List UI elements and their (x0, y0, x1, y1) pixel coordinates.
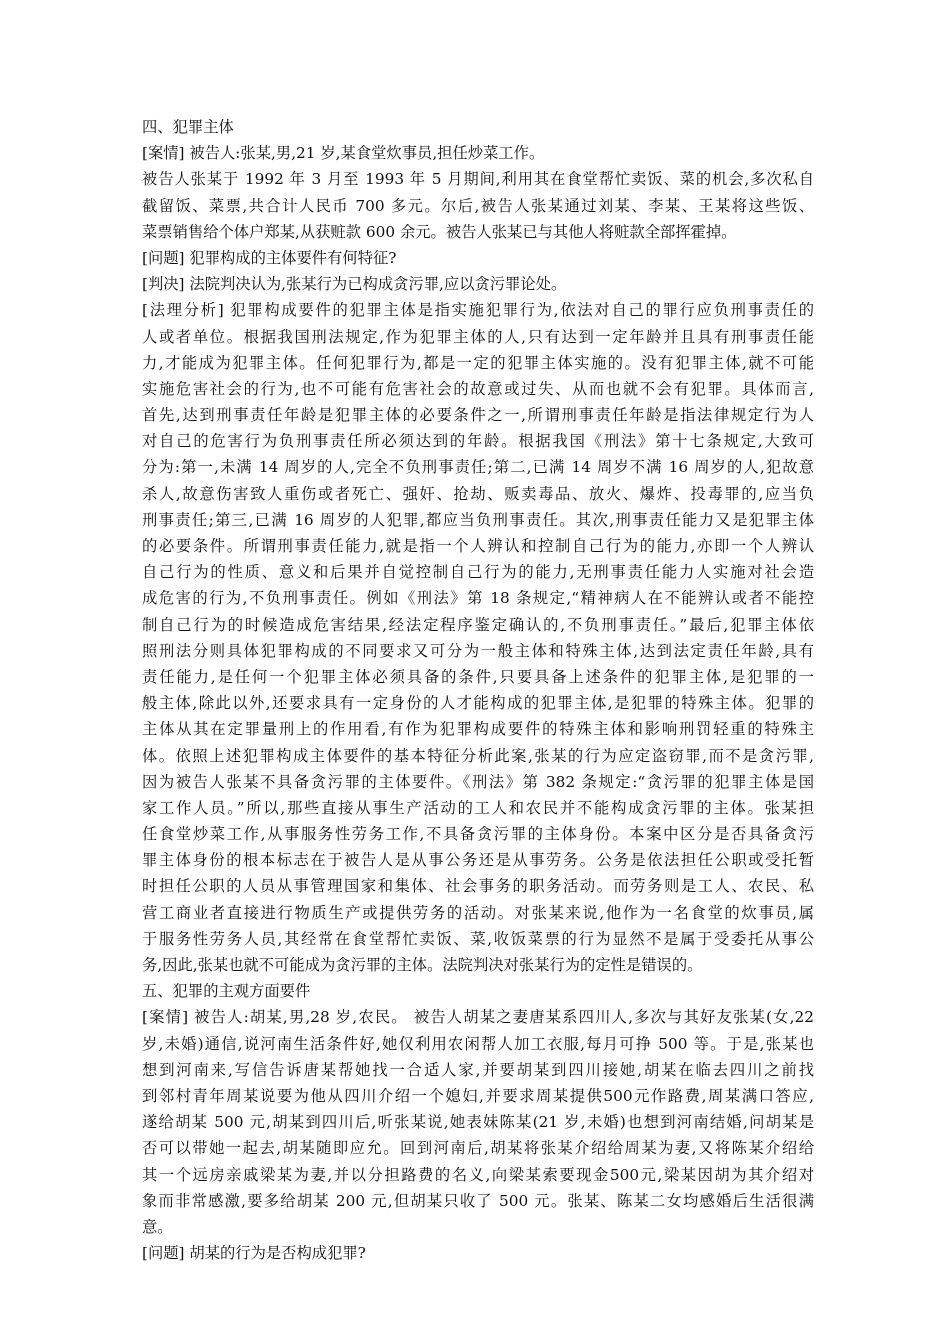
text-line: 罪主体身份的根本标志在于被告人是从事公务还是从事劳务。公务是依法担任公职或受托暂 (142, 851, 814, 870)
text-line: 营工商业者直接进行物质生产或提供劳务的活动。对张某来说,他作为一名食堂的炊事员,属 (142, 903, 814, 922)
text-line: 般主体,除此以外,还要求具有一定身份的人才能构成的犯罪主体,是犯罪的特殊主体。犯罪的 (142, 694, 814, 713)
text-line: 于服务性劳务人员,其经常在食堂帮忙卖饭、菜,收饭菜票的行为显然不是属于受委托从事公 (142, 929, 814, 948)
text-line: 象而非常感激,要多给胡某 200 元,但胡某只收了 500 元。张某、陈某二女均感婚后生活很满 (142, 1191, 814, 1210)
text-line: 实施危害社会的行为,也不可能有危害社会的故意或过失、从而也就不会有犯罪。具体而言, (142, 379, 814, 398)
document-page (142, 114, 814, 1266)
text-line: 对自己的危害行为负刑事责任所必须达到的年龄。根据我国《刑法》第十七条规定,大致可 (142, 432, 814, 451)
text-line: 岁,未婚)通信,说河南生活条件好,她仅利用农闲帮人加工衣服,每月可挣 500 等。于是,张某也 (142, 1034, 814, 1053)
text-line: 制自己行为的时候造成危害结果,经法定程序鉴定确认的,不负刑事责任。”最后,犯罪主体依 (142, 615, 814, 634)
text-line: 因为被告人张某不具备贪污罪的主体要件。《刑法》第 382 条规定:“贪污罪的犯罪主体是国 (142, 772, 814, 791)
text-line: 主体从其在定罪量刑上的作用看,有作为犯罪构成要件的特殊主体和影响刑罚轻重的特殊主 (142, 720, 814, 739)
text-line: 被告人张某于 1992 年 3 月至 1993 年 5 月期间,利用其在食堂帮忙卖饭、菜的机会,多次私自 (142, 170, 814, 189)
text-line: 首先,达到刑事责任年龄是犯罪主体的必要条件之一,所谓刑事责任年龄是指法律规定行为人 (142, 406, 814, 425)
text-line: 务,因此,张某也就不可能成为贪污罪的主体。法院判决对张某行为的定性是错误的。 (142, 956, 703, 974)
text-line: 照刑法分则具体犯罪构成的不同要求又可分为一般主体和特殊主体,达到法定责任年龄,具有 (142, 641, 814, 660)
text-line: 四、犯罪主体 (142, 118, 234, 136)
text-line: [法理分析] 犯罪构成要件的犯罪主体是指实施犯罪行为,依法对自己的罪行应负刑事责任的 (142, 301, 814, 320)
text-line: [问题] 犯罪构成的主体要件有何特征? (142, 248, 397, 267)
text-line: 责任能力,是任何一个犯罪主体必须具备的条件,只要具备上述条件的犯罪主体,是犯罪的一 (142, 667, 814, 686)
text-line: [问题] 胡某的行为是否构成犯罪? (142, 1244, 366, 1263)
text-line: 的必要条件。所谓刑事责任能力,就是指一个人辨认和控制自己行为的能力,亦即一个人辨认 (142, 537, 814, 555)
text-line: 五、犯罪的主观方面要件 (142, 982, 311, 1001)
text-line: 其一个远房亲戚梁某为妻,并以分担路费的名义,向梁某索要现金500元,梁某因胡为其介绍对 (142, 1165, 814, 1184)
text-line: 刑事责任;第三,已满 16 周岁的人犯罪,都应当负刑事责任。其次,刑事责任能力又是犯罪主体 (142, 510, 814, 529)
text-line: 成危害的行为,不负刑事责任。例如《刑法》第 18 条规定,“精神病人在不能辨认或者不能控 (142, 589, 814, 608)
text-line: 体。依照上述犯罪构成主体要件的基本特征分析此案,张某的行为应定盗窃罪,而不是贪污罪, (142, 746, 814, 765)
text-line: 家工作人员。”所以,那些直接从事生产活动的工人和农民并不能构成贪污罪的主体。张某担 (142, 798, 814, 817)
text-line: 杀人,故意伤害致人重伤或者死亡、强奸、抢劫、贩卖毒品、放火、爆炸、投毒罪的,应当负 (142, 484, 814, 503)
text-line: 截留饭、菜票,共合计人民币 700 多元。尔后,被告人张某通过刘某、李某、王某将这些饭、 (142, 196, 814, 215)
text-line: 人或者单位。根据我国刑法规定,作为犯罪主体的人,只有达到一定年龄并且具有刑事责任能 (142, 327, 814, 346)
text-line: [判决] 法院判决认为,张某行为已构成贪污罪,应以贪污罪论处。 (142, 275, 567, 294)
text-line: 想到河南来,写信告诉唐某帮她找一合适人家,并要胡某到四川接她,胡某在临去四川之前找 (142, 1060, 814, 1079)
text-line: [案情] 被告人:胡某,男,28 岁,农民。 被告人胡某之妻唐某系四川人,多次与其好友张某(女,22 (142, 1008, 814, 1027)
text-line: 分为:第一,未满 14 周岁的人,完全不负刑事责任;第二,已满 14 周岁不满 16 周岁的人,犯故意 (142, 458, 814, 477)
text-line: 否可以带她一起去,胡某随即应允。回到河南后,胡某将张某介绍给周某为妻,又将陈某介绍给 (142, 1139, 814, 1158)
text-line: 意。 (142, 1217, 173, 1236)
text-line: 力,才能成为犯罪主体。任何犯罪行为,都是一定的犯罪主体实施的。没有犯罪主体,就不可能 (142, 353, 814, 372)
text-line: [案情] 被告人:张某,男,21 岁,某食堂炊事员,担任炒菜工作。 (142, 144, 545, 163)
text-line: 时担任公职的人员从事管理国家和集体、社会事务的职务活动。而劳务则是工人、农民、私 (142, 877, 814, 896)
text-line: 到邻村青年周某说要为他从四川介绍一个媳妇,并要求周某提供500元作路费,周某满口答应, (142, 1086, 814, 1105)
text-line: 菜票销售给个体户郑某,从获赃款 600 余元。被告人张某已与其他人将赃款全部挥霍掉。 (142, 222, 737, 241)
text-line: 任食堂炒菜工作,从事服务性劳务工作,不具备贪污罪的主体身份。本案中区分是否具备贪污 (142, 825, 814, 844)
text-line: 自己行为的性质、意义和后果并自觉控制自己行为的能力,无刑事责任能力人实施对社会造 (142, 563, 814, 582)
text-line: 遂给胡某 500 元,胡某到四川后,听张某说,她表妹陈某(21 岁,未婚)也想到河南结婚,问胡某是 (142, 1113, 814, 1132)
